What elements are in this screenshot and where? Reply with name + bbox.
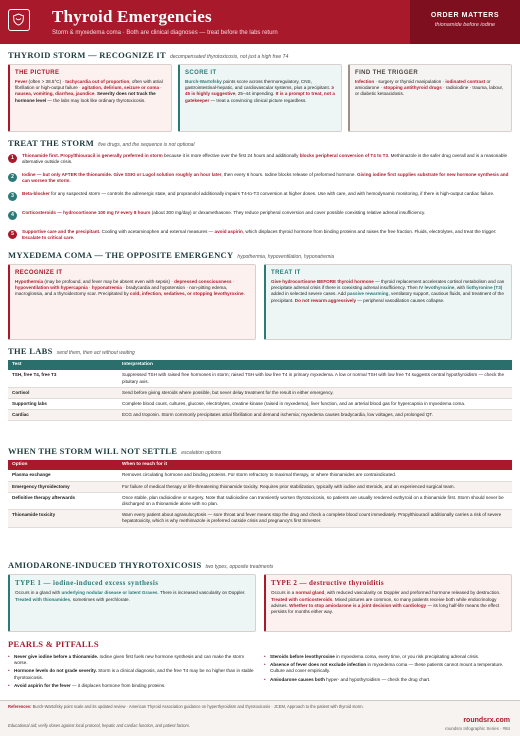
treat-heading-text: TREAT THE STORM — [8, 138, 95, 148]
trigger-title: FIND THE TRIGGER — [355, 70, 419, 76]
picture-title: THE PICTURE — [15, 70, 60, 76]
type2-body: Occurs in a normal gland, with reduced vascularity on Doppler and preformed hormone released by destruction. Treated with corticosteroids. Mixed pictures are common, so many patients receive both while endocrinology advises. Whether to stop amiodarone is a joint decision with cardiology — its long half-life means the effect persists for months either way. — [271, 590, 501, 614]
settle-heading — [8, 446, 221, 457]
myxedema-heading-sub: hypothermia, hypoventilation, hyponatremia — [237, 254, 335, 260]
recognize-card — [8, 264, 256, 340]
table-row: Cortisol Send before giving steroids where possible, but never delay treatment for the result in either emergency. — [8, 387, 512, 398]
score-body: Burch-Wartofsky points score across thermoregulatory, CNS, gastrointestinal-hepatic, and cardiovascular systems, plus a precipitant. ≥ 45 is highly suggestive, 25–44 impending. It is a prompt to treat, not a gatekeeper — treat a convincing clinical picture regardless. — [185, 79, 335, 103]
treat-step-5: 5 Supportive care and the precipitant. Cooling with acetaminophen and external measures — avoid aspirin, which displaces thyroid hormone from binding proteins and raises the free fraction. Fluids, electrolytes, and treat the trigger: Escalate to critical care. — [8, 229, 512, 241]
step-number: 5 — [8, 230, 17, 239]
picture-card — [8, 64, 172, 132]
site-link[interactable]: roundsrx.com — [463, 717, 510, 724]
amiodarone-heading-text: AMIODARONE-INDUCED THYROTOXICOSIS — [8, 560, 202, 570]
page-title: Thyroid Emergencies — [52, 7, 212, 26]
references: References: Burch-Wartofsky point scale and its updated review · American Thyroid Association guidance on hyperthyroidism and thyrotoxicosis · JCEM, Approach to the patient with thyroid storm. — [8, 704, 364, 709]
settle-heading-text: WHEN THE STORM WILL NOT SETTLE — [8, 446, 178, 456]
treat-step-2: 2 Iodine — but only AFTER the thionamide. Give SSKI or Lugol solution roughly an hour later, then every 6 hours. Iodine blocks release of preformed hormone. Giving iodine first supplies substrate for new hormone synthesis and can worsen the storm. — [8, 172, 512, 184]
treat-heading-sub: five drugs, and the sequence is not optional — [98, 142, 195, 148]
treat-it-title: TREAT IT — [271, 270, 301, 276]
table-header-row — [8, 460, 512, 470]
order-subtitle: thionamide before iodine — [434, 22, 496, 29]
order-title: ORDER MATTERS — [430, 12, 500, 19]
table-row: Emergency thyroidectomy For failure of medical therapy or life-threatening thionamide toxicity. Requires prior stabilization, typically with iodine and steroids, and an experienced surgical team. — [8, 481, 512, 492]
labs-table — [8, 360, 512, 421]
labs-heading — [8, 346, 135, 357]
type2-title: TYPE 2 — destructive thyroiditis — [271, 579, 385, 587]
treat-it-card — [264, 264, 512, 340]
table-row: Definitive therapy afterwards Once stable, plan radioiodine or surgery. Note that radioiodine can transiently worsen thyrotoxicosis, so patients are usually rendered euthyroid on a thionamide first. Storm should never be discharged on a thionamide alone with no plan. — [8, 492, 512, 509]
recognize-body: Hypothermia (may be profound, and fever may be absent even with sepsis) · depressed consciousness · hypoventilation with hypercapnia · hyponatremia · bradycardia and hypotension · non-pitting edema, macroglossia, and a thyroidectomy scar. Precipitated by cold, infection, sedatives, or stopping levothyroxine. — [15, 279, 245, 297]
myxedema-heading-text: MYXEDEMA COMA — THE OPPOSITE EMERGENCY — [8, 250, 234, 260]
series-label: roundsrx Infographic Series · #84 — [445, 726, 510, 731]
storm-heading — [8, 50, 288, 61]
step-number: 2 — [8, 173, 17, 182]
score-title: SCORE IT — [185, 70, 217, 76]
list-item: • Never give iodine before a thionamide. Iodine given first fuels new hormone synthesis and can make the storm worse. — [8, 654, 256, 666]
trigger-body: Infection · surgery or thyroid manipulation · iodinated contrast or amiodarone · stopping antithyroid drugs · radioiodine · trauma, labour, or diabetic ketoacidosis. — [355, 79, 504, 97]
type1-card — [8, 574, 256, 632]
type2-card — [264, 574, 512, 632]
amiodarone-heading — [8, 560, 273, 571]
header-banner — [0, 0, 520, 44]
order-matters-badge — [410, 0, 520, 44]
treat-it-body: Give hydrocortisone BEFORE thyroid hormone — thyroid replacement accelerates cortisol metabolism and can precipitate adrenal crisis if there is coexisting adrenal insufficiency. Then IV levothyroxine, with liothyronine (T3) added in selected severe cases. Add passive rewarming, ventilatory support, cautious fluids, and treatment of the precipitant. Do not rewarm aggressively — peripheral vasodilation causes collapse. — [271, 279, 505, 303]
storm-heading-sub: decompensated thyrotoxicosis, not just a high free T4 — [169, 54, 289, 60]
treat-step-1: 1 Thionamide first. Propylthiouracil is generally preferred in storm because it is more effective over the first 24 hours and additionally blocks peripheral conversion of T4 to T3. Methimazole is the safer drug overall and is a reasonable alternative outside crisis. — [8, 153, 512, 165]
list-item: • Absence of fever does not exclude infection in myxedema coma — these patients cannot mount a temperature. Culture and cover empirically. — [264, 662, 512, 674]
disclaimer: Educational aid; verify doses against local protocol, hepatic and cardiac function, and patient factors. — [8, 723, 191, 728]
list-item: • Hormone levels do not grade severity. Storm is a clinical diagnosis, and the free T4 may be no higher than in stable thyrotoxicosis. — [8, 668, 256, 680]
type1-title: TYPE 1 — iodine-induced excess synthesis — [15, 579, 159, 587]
table-row: Cardiac ECG and troponin. Storm commonly precipitates atrial fibrillation and demand ischemia; myxedema causes bradycardia, low voltages, and prolonged QT. — [8, 410, 512, 421]
step-number: 1 — [8, 154, 17, 163]
type1-body: Occurs in a gland with underlying nodular disease or latent Graves. There is increased vascularity on Doppler. Treated with thionamides, sometimes with perchlorate. — [15, 590, 246, 602]
step-number: 4 — [8, 211, 17, 220]
col-test: Test — [8, 360, 118, 370]
storm-heading-text: THYROID STORM — RECOGNIZE IT — [8, 50, 166, 60]
labs-heading-sub: send them, then act without waiting — [56, 350, 135, 356]
picture-body: Fever (often > 38.5°C) · tachycardia out of proportion, often with atrial fibrillation or high-output failure · agitation, delirium, seizure or coma · nausea, vomiting, diarrhea, jaundice. Severity does not track the hormone level — the labs may look like ordinary thyrotoxicosis. — [15, 79, 163, 103]
recognize-title: RECOGNIZE IT — [15, 270, 63, 276]
trigger-card — [348, 64, 512, 132]
escalation-table — [8, 460, 512, 528]
list-item: • Amiodarone causes both hyper- and hypothyroidism — check the drug chart. — [264, 677, 512, 683]
pearls-heading — [8, 639, 99, 650]
treat-heading — [8, 138, 195, 149]
page-subtitle: Storm & myxedema coma · Both are clinical diagnoses — treat before the labs return — [52, 30, 278, 36]
treat-step-3: 3 Beta-blocker for any suspected storm — controls the adrenergic state, and propranolol additionally impairs T4-to-T3 conversion at higher doses. Use with care, and with hemodynamic monitoring, if there is high-output cardiac failure. — [8, 191, 512, 197]
table-row: Plasma exchange Removes circulating hormone and binding proteins. For storm refractory to maximal therapy, or where thionamides are contraindicated. — [8, 470, 512, 481]
table-header-row — [8, 360, 512, 370]
step-number: 3 — [8, 192, 17, 201]
col-option: Option — [8, 460, 118, 470]
list-item: • Steroids before levothyroxine in myxedema coma, every time, or you risk precipitating adrenal crisis. — [264, 654, 512, 660]
pearls-heading-text: PEARLS & PITFALLS — [8, 639, 99, 649]
footer — [0, 700, 520, 736]
amiodarone-heading-sub: two types, opposite treatments — [205, 564, 274, 570]
myxedema-heading — [8, 250, 334, 261]
score-card — [178, 64, 342, 132]
col-when: When to reach for it — [118, 460, 512, 470]
thyroid-shield-icon — [8, 9, 30, 31]
treat-step-4: 4 Corticosteroids — hydrocortisone 100 mg IV every 8 hours (about 300 mg/day) or dexamethasone. They reduce peripheral conversion and cover possible coexisting relative adrenal insufficiency. — [8, 210, 512, 216]
pearls-left — [8, 654, 256, 691]
table-row: TSH, free T4, free T3 Suppressed TSH with raised free hormones in storm; raised TSH with low free T4 in primary myxedema. A low or normal TSH with low free T4 suggests central hypothyroidism — check the pituitary axis. — [8, 370, 512, 387]
table-row: Supporting labs Complete blood count, cultures, glucose, electrolytes, creatine kinase (raised in myxedema), liver function, and an arterial blood gas for hypercapnia in myxedema coma. — [8, 399, 512, 410]
labs-heading-text: THE LABS — [8, 346, 53, 356]
table-row: Thionamide toxicity Warn every patient about agranulocytosis — sore throat and fever means stop the drug and check a complete blood count immediately. Propylthiouracil additionally carries a risk of severe hepatotoxicity, which is why methimazole is preferred outside crisis and pregnancy's first trimester. — [8, 510, 512, 527]
list-item: • Avoid aspirin for the fever — it displaces hormone from binding proteins. — [8, 683, 256, 689]
settle-heading-sub: escalation options — [181, 450, 222, 456]
pearls-right — [264, 654, 512, 685]
col-interpretation: Interpretation — [118, 360, 512, 370]
